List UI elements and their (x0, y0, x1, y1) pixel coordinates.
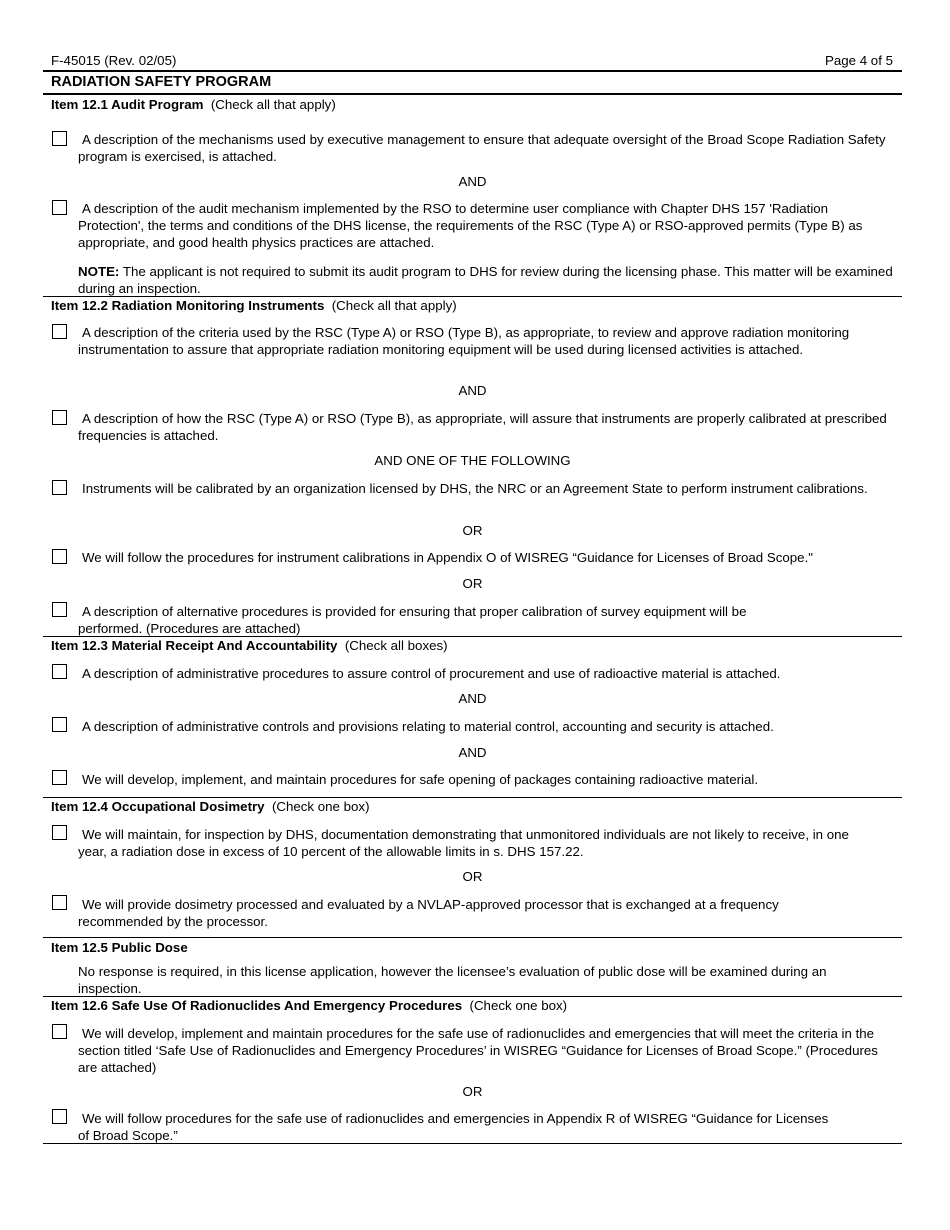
item-12-6-heading: Item 12.6 Safe Use Of Radionuclides And Emergency Procedures (Check one box) (51, 998, 568, 1013)
checkbox-12-3-controls[interactable] (52, 717, 67, 732)
divider (43, 937, 902, 938)
checkbox-12-2-criteria[interactable] (52, 324, 67, 339)
option-text: We will provide dosimetry processed and evaluated by a NVLAP-approved processor that is exchanged at a frequency recommended by the processor. (78, 897, 779, 929)
checkbox-12-4-unmonitored[interactable] (52, 825, 67, 840)
divider (43, 1143, 902, 1144)
and-connector: AND (458, 174, 487, 189)
checkbox-12-1-oversight[interactable] (52, 131, 67, 146)
option-text: A description of the criteria used by the RSC (Type A) or RSO (Type B), as appropriate, to review and approve radiation monitoring instrumentation to assure that appropriate radiation monitoring equipment will be used during licensed activities is attached. (78, 325, 850, 357)
or-connector: OR (462, 869, 483, 884)
item-12-1-heading: Item 12.1 Audit Program (Check all that apply) (51, 97, 336, 112)
or-connector: OR (462, 576, 483, 591)
option-text: We will develop, implement, and maintain procedures for safe opening of packages containing radioactive material. (82, 772, 759, 787)
item-12-2-heading: Item 12.2 Radiation Monitoring Instruments (Check all that apply) (51, 298, 457, 313)
section-title: RADIATION SAFETY PROGRAM (51, 74, 272, 90)
and-connector: AND (458, 691, 487, 706)
option-text: A description of administrative procedures to assure control of procurement and use of radioactive material is attached. (82, 666, 781, 681)
checkbox-12-2-alternative[interactable] (52, 602, 67, 617)
checkbox-12-2-licensed-org[interactable] (52, 480, 67, 495)
checkbox-12-4-nvlap[interactable] (52, 895, 67, 910)
checkbox-12-6-develop[interactable] (52, 1024, 67, 1039)
option-text: We will develop, implement and maintain procedures for the safe use of radionuclides and emergencies that will meet the criteria in the section titled ‘Safe Use of Radionuclides and Emergency Procedures’ in WISREG “Guidance for Licenses of Broad Scope.” (Procedures are attached) (78, 1026, 878, 1075)
public-dose-text: No response is required, in this license application, however the licensee’s evaluation of public dose will be examined during an inspection. (78, 964, 827, 996)
checkbox-12-3-packages[interactable] (52, 770, 67, 785)
or-connector: OR (462, 523, 483, 538)
note: NOTE: The applicant is not required to submit its audit program to DHS for review during the licensing phase. This matter will be examined during an inspection. (78, 264, 893, 296)
option-text: We will maintain, for inspection by DHS, documentation demonstrating that unmonitored individuals are not likely to receive, in one year, a radiation dose in excess of 10 percent of the allowable limits in s. DHS 157.22. (78, 827, 849, 859)
checkbox-12-6-appendix-r[interactable] (52, 1109, 67, 1124)
and-connector: AND (458, 745, 487, 760)
form-number: F-45015 (Rev. 02/05) (51, 53, 177, 68)
item-12-5-heading: Item 12.5 Public Dose (51, 940, 188, 955)
option-text: A description of administrative controls and provisions relating to material control, accounting and security is attached. (82, 719, 774, 734)
option-text: A description of the mechanisms used by executive management to ensure that adequate oversight of the Broad Scope Radiation Safety program is exercised, is attached. (78, 132, 886, 164)
option-text: A description of the audit mechanism implemented by the RSO to determine user compliance with Chapter DHS 157 'Radiation Protection', the terms and conditions of the DHS license, the requirements of the RSC (Type A) or RSO-approved permits (Type B) as appropriate, and good health physics practices are attached. (78, 201, 863, 250)
checkbox-12-3-procurement[interactable] (52, 664, 67, 679)
checkbox-12-2-appendix-o[interactable] (52, 549, 67, 564)
or-connector: OR (462, 1084, 483, 1099)
option-text: A description of how the RSC (Type A) or RSO (Type B), as appropriate, will assure that instruments are properly calibrated at prescribed frequencies is attached. (78, 411, 887, 443)
option-text: We will follow the procedures for instrument calibrations in Appendix O of WISREG “Guidance for Licenses of Broad Scope." (82, 550, 813, 565)
divider (43, 93, 902, 95)
option-text: A description of alternative procedures is provided for ensuring that proper calibration of survey equipment will be performed. (Procedures are attached) (78, 604, 747, 636)
checkbox-12-1-audit-mechanism[interactable] (52, 200, 67, 215)
page-number: Page 4 of 5 (824, 53, 893, 68)
item-12-4-heading: Item 12.4 Occupational Dosimetry (Check one box) (51, 799, 370, 814)
item-12-3-heading: Item 12.3 Material Receipt And Accountability (Check all boxes) (51, 638, 448, 653)
option-text: Instruments will be calibrated by an organization licensed by DHS, the NRC or an Agreement State to perform instrument calibrations. (82, 481, 868, 496)
and-connector: AND (458, 383, 487, 398)
checkbox-12-2-calibration[interactable] (52, 410, 67, 425)
and-one-connector: AND ONE OF THE FOLLOWING (374, 453, 571, 468)
option-text: We will follow procedures for the safe use of radionuclides and emergencies in Appendix R of WISREG “Guidance for Licenses of Broad Scope.” (78, 1111, 829, 1143)
divider (43, 70, 902, 72)
